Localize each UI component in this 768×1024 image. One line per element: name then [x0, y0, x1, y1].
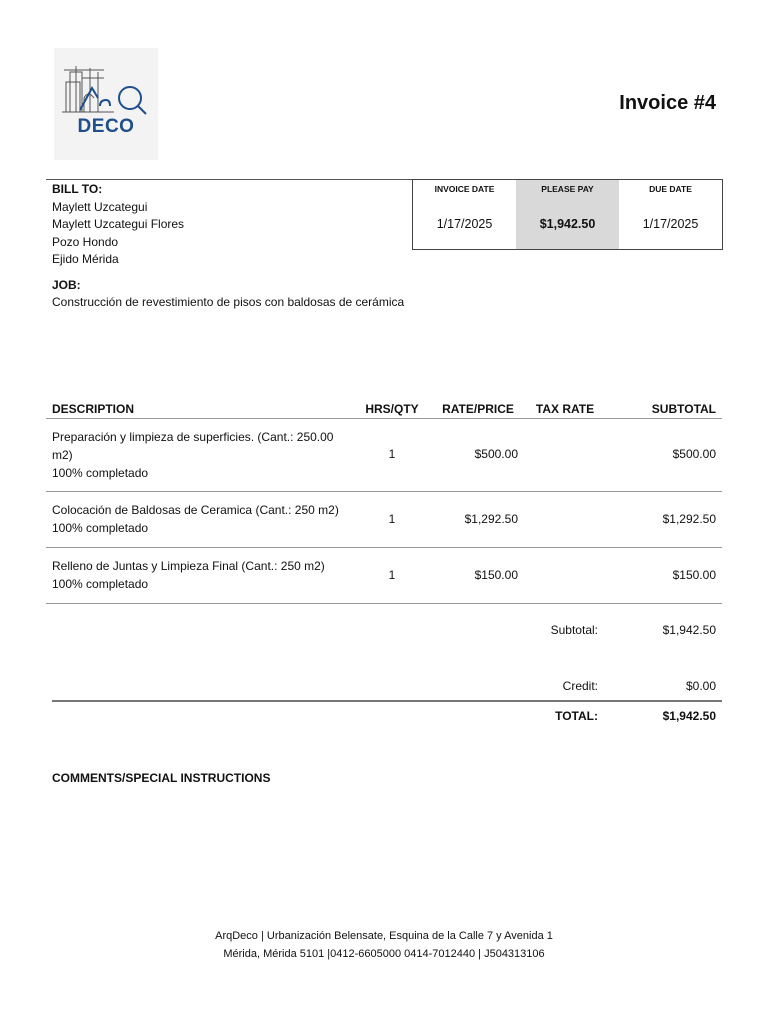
- divider: [46, 491, 722, 492]
- subtotal-label: Subtotal:: [550, 623, 598, 637]
- totals-divider: [52, 700, 722, 702]
- divider: [46, 547, 722, 548]
- logo-text: DECO: [77, 116, 135, 137]
- row-subtotal: $1,292.50: [662, 512, 716, 526]
- row-qty: 1: [388, 568, 396, 582]
- divider: [46, 418, 722, 419]
- due-date-cell: [619, 180, 722, 249]
- please-pay-cell: [516, 180, 619, 249]
- total-label: TOTAL:: [555, 709, 598, 723]
- row-rate: $1,292.50: [464, 512, 518, 526]
- bill-to-block: [52, 181, 184, 269]
- bill-to-line: Pozo Hondo: [52, 234, 119, 249]
- credit-value: $0.00: [685, 679, 716, 693]
- invoice-date-cell: [413, 180, 516, 249]
- bill-to-label: BILL TO:: [52, 182, 103, 196]
- divider: [46, 179, 412, 180]
- row-subtotal: $150.00: [672, 568, 716, 582]
- bill-to-line: Maylett Uzcategui Flores: [52, 217, 185, 231]
- invoice-date-value: 1/17/2025: [436, 217, 493, 231]
- col-header-tax: TAX RATE: [535, 402, 595, 416]
- col-header-description: DESCRIPTION: [52, 402, 135, 416]
- row-qty: 1: [388, 447, 396, 461]
- row-description-line: Preparación y limpieza de superficies. (Cant.: 250.00: [52, 430, 334, 444]
- row-status: 100% completado: [52, 466, 149, 480]
- please-pay-value: $1,942.50: [539, 217, 596, 231]
- bill-to-line: Ejido Mérida: [52, 252, 119, 266]
- divider: [46, 603, 722, 604]
- job-description: Construcción de revestimiento de pisos con baldosas de cerámica: [52, 295, 405, 309]
- bill-to-line: Maylett Uzcategui: [52, 199, 148, 214]
- col-header-rate: RATE/PRICE: [442, 402, 514, 416]
- subtotal-value: $1,942.50: [662, 623, 716, 637]
- invoice-summary-box: [412, 179, 723, 250]
- credit-label: Credit:: [562, 679, 598, 693]
- footer-contact: Mérida, Mérida 5101 |0412-6605000 0414-7012440 | J504313106: [223, 948, 545, 960]
- row-rate: $500.00: [474, 447, 518, 461]
- please-pay-label: PLEASE PAY: [541, 184, 594, 194]
- job-block: [52, 277, 404, 311]
- footer-address: ArqDeco | Urbanización Belensate, Esquina de la Calle 7 y Avenida 1: [215, 930, 553, 942]
- table-row: [46, 501, 722, 547]
- job-label: JOB:: [52, 278, 81, 292]
- row-subtotal: $500.00: [672, 447, 716, 461]
- row-status: 100% completado: [52, 577, 149, 591]
- row-description: [52, 428, 352, 482]
- invoice-date-label: INVOICE DATE: [434, 184, 495, 194]
- due-date-label: DUE DATE: [649, 184, 692, 194]
- row-rate: $150.00: [474, 568, 518, 582]
- company-logo: [54, 48, 158, 160]
- row-description: [52, 501, 352, 537]
- due-date-value: 1/17/2025: [642, 217, 699, 231]
- row-status: 100% completado: [52, 521, 149, 535]
- table-row: [46, 557, 722, 603]
- invoice-title: Invoice #4: [619, 92, 716, 114]
- table-row: [46, 428, 722, 491]
- total-value: $1,942.50: [662, 709, 716, 723]
- logo-building-icon: [54, 48, 158, 118]
- col-header-subtotal: SUBTOTAL: [651, 402, 716, 416]
- row-description-line: Relleno de Juntas y Limpieza Final (Cant.: 250 m2): [52, 559, 325, 573]
- row-qty: 1: [388, 512, 396, 526]
- row-description-line: m2): [52, 448, 73, 462]
- col-header-qty: HRS/QTY: [365, 402, 419, 416]
- comments-label: COMMENTS/SPECIAL INSTRUCTIONS: [52, 771, 271, 785]
- row-description-line: Colocación de Baldosas de Ceramica (Cant.: 250 m2): [52, 503, 339, 517]
- row-description: [52, 557, 352, 593]
